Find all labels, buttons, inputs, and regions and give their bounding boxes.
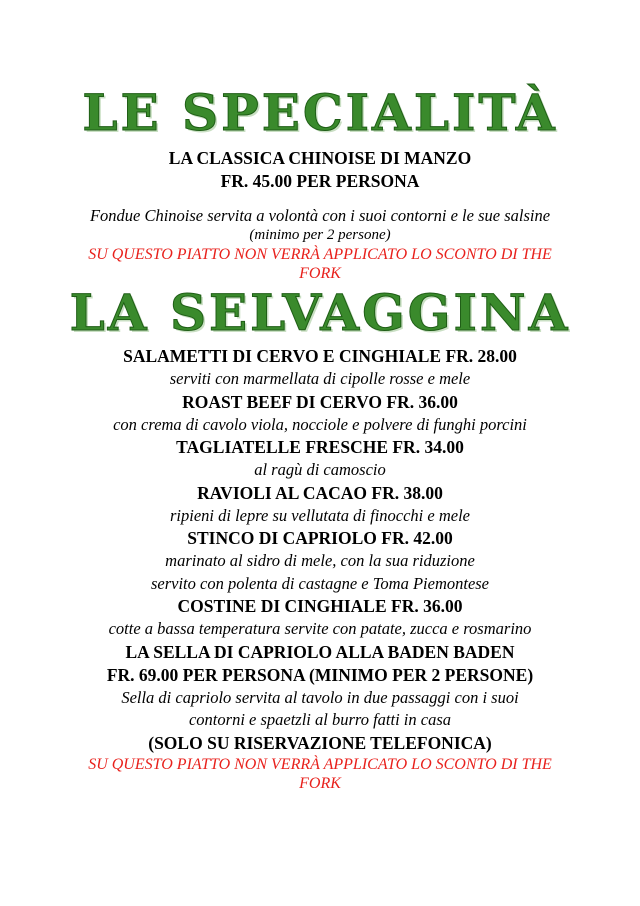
menu-item-name: TAGLIATELLE FRESCHE FR. 34.00 [176, 437, 464, 457]
menu-item-name: STINCO DI CAPRIOLO FR. 42.00 [187, 528, 453, 548]
menu-item-description: con crema di cavolo viola, nocciole e polvere di funghi porcini [113, 414, 527, 434]
sella-description: Sella di capriolo servita al tavolo in due passaggi con i suoi [121, 687, 519, 707]
menu-item-description: marinato al sidro di mele, con la sua riduzione [165, 551, 475, 570]
selvaggina-notice-line1: SU QUESTO PIATTO NON VERRÀ APPLICATO LO SCONTO DI THE [88, 755, 552, 773]
selvaggina-title: LA SELVAGGINA [69, 283, 571, 342]
menu-item-description: servito con polenta di castagne e Toma Piemontese [150, 573, 490, 593]
menu-item-name: SALAMETTI DI CERVO E CINGHIALE FR. 28.00 [123, 346, 517, 366]
selvaggina-block [0, 345, 640, 793]
specialita-notice-line1: SU QUESTO PIATTO NON VERRÀ APPLICATO LO SCONTO DI THE [88, 246, 552, 263]
menu-item-description: cotte a bassa temperatura servite con patate, zucca e rosmarino [108, 619, 532, 638]
chinoise-description: Fondue Chinoise servita a volontà con i suoi contorni e le sue salsine [89, 206, 551, 225]
chinoise-dish-price: FR. 45.00 PER PERSONA [220, 171, 420, 191]
menu-item-description: al ragù di camoscio [254, 460, 386, 479]
menu-item-description: ripieni di lepre su vellutata di finocchi e mele [170, 505, 470, 525]
menu-item-name: COSTINE DI CINGHIALE FR. 36.00 [177, 596, 463, 616]
specialita-title: LE SPECIALITÀ [82, 83, 558, 142]
selvaggina-notice-line2: FORK [299, 774, 341, 792]
sella-price: FR. 69.00 PER PERSONA (MINIMO PER 2 PERSONE) [106, 664, 534, 685]
menu-item-name: RAVIOLI AL CACAO FR. 38.00 [197, 482, 443, 503]
menu-item-description: serviti con marmellata di cipolle rosse e mele [169, 369, 471, 388]
menu-item-name: ROAST BEEF DI CERVO FR. 36.00 [182, 391, 458, 412]
chinoise-dish-name: LA CLASSICA CHINOISE DI MANZO [168, 148, 472, 168]
chinoise-minimum: (minimo per 2 persone) [249, 227, 391, 243]
sella-name: LA SELLA DI CAPRIOLO ALLA BADEN BADEN [125, 641, 515, 662]
specialita-block [0, 147, 640, 283]
specialita-notice-line2: FORK [299, 265, 341, 282]
sella-description: contorni e spaetzli al burro fatti in casa [188, 710, 451, 729]
sella-reservation: (SOLO SU RISERVAZIONE TELEFONICA) [148, 732, 492, 753]
